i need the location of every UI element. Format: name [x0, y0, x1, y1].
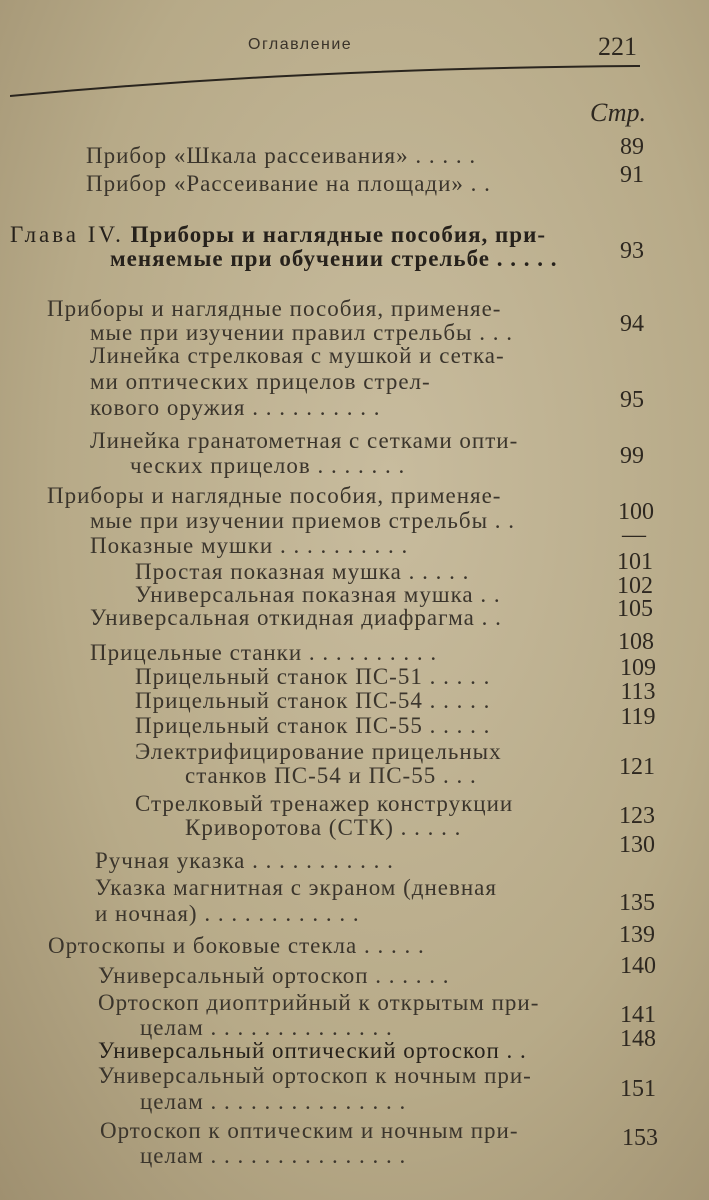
toc-entry-text: Универсальная откидная диафрагма . .	[90, 605, 502, 630]
toc-entry-text: ми оптических прицелов стрел-	[90, 369, 431, 394]
toc-entry-page: 93	[620, 238, 644, 264]
toc-entry-page: 113	[620, 679, 656, 705]
toc-section-text: Приборы и наглядные пособия, применяе-	[47, 483, 502, 508]
toc-entry-page: 130	[619, 832, 655, 858]
toc-entry-page: 139	[619, 922, 655, 948]
chapter-heading-line1	[10, 222, 546, 248]
toc-entry-page: 151	[620, 1076, 656, 1102]
toc-entry-page: 94	[620, 311, 644, 337]
toc-section-text: мые при изучении приемов стрельбы . .	[90, 508, 516, 533]
toc-entry-text: Простая показная мушка . . . . .	[135, 559, 470, 584]
toc-entry-text: Стрелковый тренажер конструкции	[135, 791, 514, 816]
toc-entry-page: 121	[619, 754, 655, 780]
toc-entry-page: 95	[620, 387, 644, 413]
toc-entry-text: Линейка гранатометная с сетками опти-	[90, 428, 519, 453]
toc-entry-text: Прицельные станки . . . . . . . . . .	[90, 640, 438, 665]
toc-entry-page: 101	[617, 549, 653, 575]
toc-entry-page: 135	[619, 890, 655, 916]
toc-entry-text: станков ПС-54 и ПС-55 . . .	[185, 763, 477, 788]
toc-entry-text: Универсальный оптический ортоскоп . .	[98, 1038, 527, 1063]
chapter-heading-line2: меняемые при обучении стрельбе . . . . .	[110, 246, 558, 271]
toc-entry-text-part: Электрифицирование прицельных	[135, 739, 502, 764]
toc-entry-page: 99	[620, 443, 644, 469]
toc-entry-text: Линейка стрелковая с мушкой и сетка-	[90, 343, 505, 368]
toc-entry-text: Ортоскоп к оптическим и ночным при-	[100, 1118, 519, 1143]
toc-entry-text: Прицельный станок ПС-55 . . . . .	[135, 713, 491, 738]
toc-entry-text: целам . . . . . . . . . . . . . .	[140, 1015, 393, 1040]
toc-entry-text: Универсальный ортоскоп . . . . . .	[98, 963, 450, 988]
toc-entry-page: 141	[620, 1002, 656, 1028]
toc-entry-page: 105	[617, 596, 653, 622]
toc-entry-text	[135, 739, 597, 765]
toc-entry-text: Универсальная показная мушка . .	[135, 582, 501, 607]
toc-entry-text: и ночная) . . . . . . . . . . . .	[95, 901, 360, 926]
toc-entry-text: Универсальный ортоскоп к ночным при-	[98, 1063, 532, 1088]
chapter-number: Глава IV.	[10, 222, 124, 247]
page-number: 221	[598, 32, 637, 61]
toc-entry-text: Прибор «Шкала рассеивания» . . . . .	[86, 143, 477, 168]
toc-entry-text: Показные мушки . . . . . . . . . .	[90, 533, 409, 558]
toc-entry-text: Ортоскоп диоптрийный к открытым при-	[98, 990, 540, 1015]
toc-entry-page: 108	[618, 629, 654, 655]
toc-entry-text: кового оружия . . . . . . . . . .	[90, 395, 381, 420]
toc-entry-page: 119	[620, 704, 656, 730]
toc-entry-text: ческих прицелов . . . . . . .	[130, 453, 406, 478]
running-header-title: Оглавление	[248, 36, 353, 53]
toc-entry-page: 148	[620, 1026, 656, 1052]
toc-section-text: мые при изучении правил стрельбы . . .	[90, 320, 513, 345]
toc-entry-page: 100	[618, 499, 654, 525]
toc-entry-text: Прибор «Рассеивание на площади» . .	[86, 171, 491, 196]
toc-entry-page: 89	[620, 134, 644, 160]
toc-entry-page: 140	[620, 953, 656, 979]
toc-entry-page: 91	[620, 162, 644, 188]
chapter-title: Приборы и наглядные пособия, при-	[130, 222, 546, 247]
toc-entry-text: Ручная указка . . . . . . . . . . .	[95, 848, 394, 873]
toc-section-text: Приборы и наглядные пособия, применяе-	[47, 296, 502, 321]
toc-entry-page: 102	[617, 573, 653, 599]
toc-entry-page: 153	[622, 1125, 658, 1151]
toc-section-text: Ортоскопы и боковые стекла . . . . .	[48, 933, 425, 958]
header-rule	[10, 62, 640, 100]
toc-entry-text: целам . . . . . . . . . . . . . . .	[140, 1143, 407, 1168]
toc-entry-text: Криворотова (СТК) . . . . .	[185, 815, 462, 840]
page-column-label: Стр.	[590, 98, 646, 127]
toc-entry-text: Прицельный станок ПС-54 . . . . .	[135, 688, 491, 713]
toc-entry-text: Указка магнитная с экраном (дневная	[95, 875, 497, 900]
toc-entry-page: —	[622, 522, 646, 548]
toc-entry-text: Прицельный станок ПС-51 . . . . .	[135, 664, 491, 689]
toc-entry-text: целам . . . . . . . . . . . . . . .	[140, 1089, 407, 1114]
toc-entry-page: 123	[619, 803, 655, 829]
toc-entry-page: 109	[620, 655, 656, 681]
